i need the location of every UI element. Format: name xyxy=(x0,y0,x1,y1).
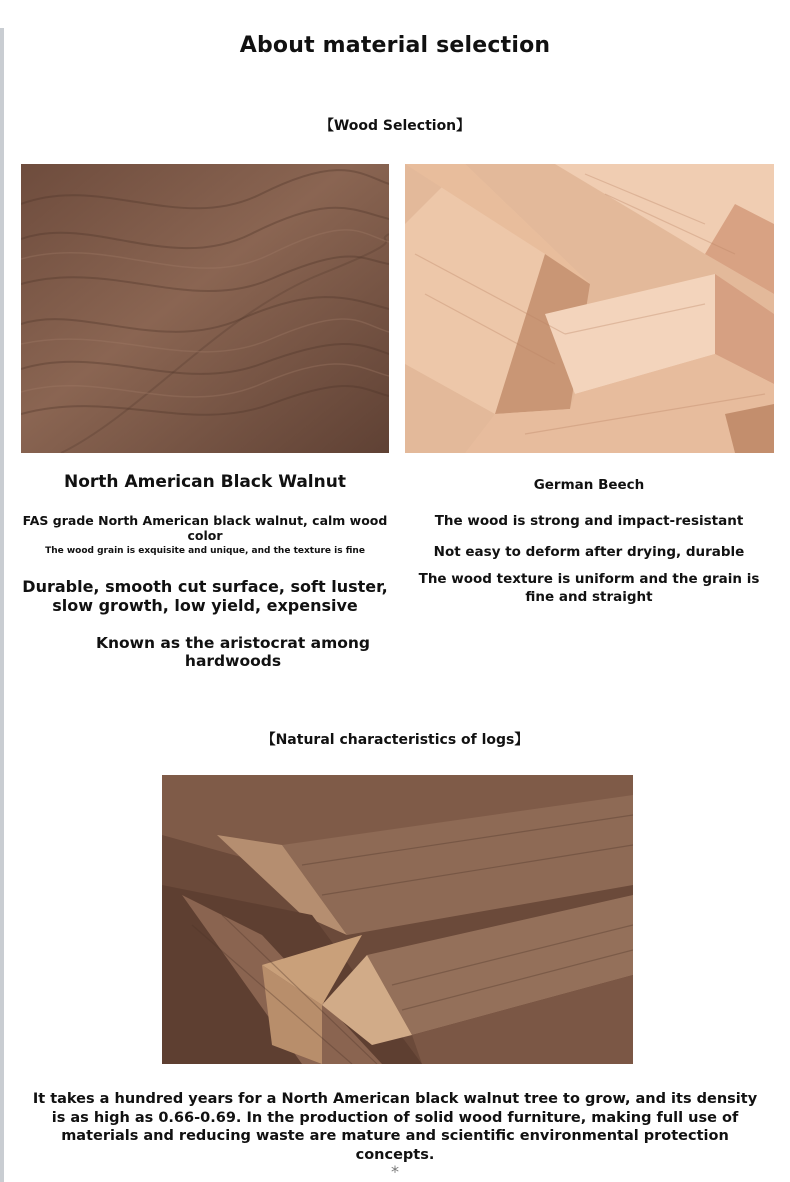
walnut-name: North American Black Walnut xyxy=(64,472,346,492)
footer-mark: * xyxy=(391,1162,399,1181)
beech-feature-stability: Not easy to deform after drying, durable xyxy=(433,544,745,560)
left-edge-rule xyxy=(0,28,4,1182)
walnut-feature-durability: Durable, smooth cut surface, soft luster, slow growth, low yield, expensive xyxy=(22,577,388,615)
page-title: About material selection xyxy=(239,33,551,58)
walnut-wood-photo xyxy=(21,164,389,453)
walnut-logs-photo xyxy=(162,775,633,1064)
beech-feature-strength: The wood is strong and impact-resistant xyxy=(434,513,744,529)
beech-feature-texture: The wood texture is uniform and the grain is fine and straight xyxy=(418,571,760,605)
walnut-feature-grade: FAS grade North American black walnut, calm wood color xyxy=(22,513,388,543)
beech-name: German Beech xyxy=(533,477,645,493)
walnut-feature-grain: The wood grain is exquisite and unique, and the texture is fine xyxy=(45,546,365,556)
logs-description: It takes a hundred years for a North American black walnut tree to grow, and its density is as high as 0.66-0.69. In the production of solid wood furniture, making full use of materials and reducing waste are mature and scientific environmental protection concepts. xyxy=(32,1091,758,1163)
logs-heading: 【Natural characteristics of logs】 xyxy=(261,732,529,748)
beech-wood-photo xyxy=(405,164,774,453)
walnut-feature-aristocrat: Known as the aristocrat among hardwoods xyxy=(95,634,371,670)
wood-selection-heading: 【Wood Selection】 xyxy=(319,118,471,134)
